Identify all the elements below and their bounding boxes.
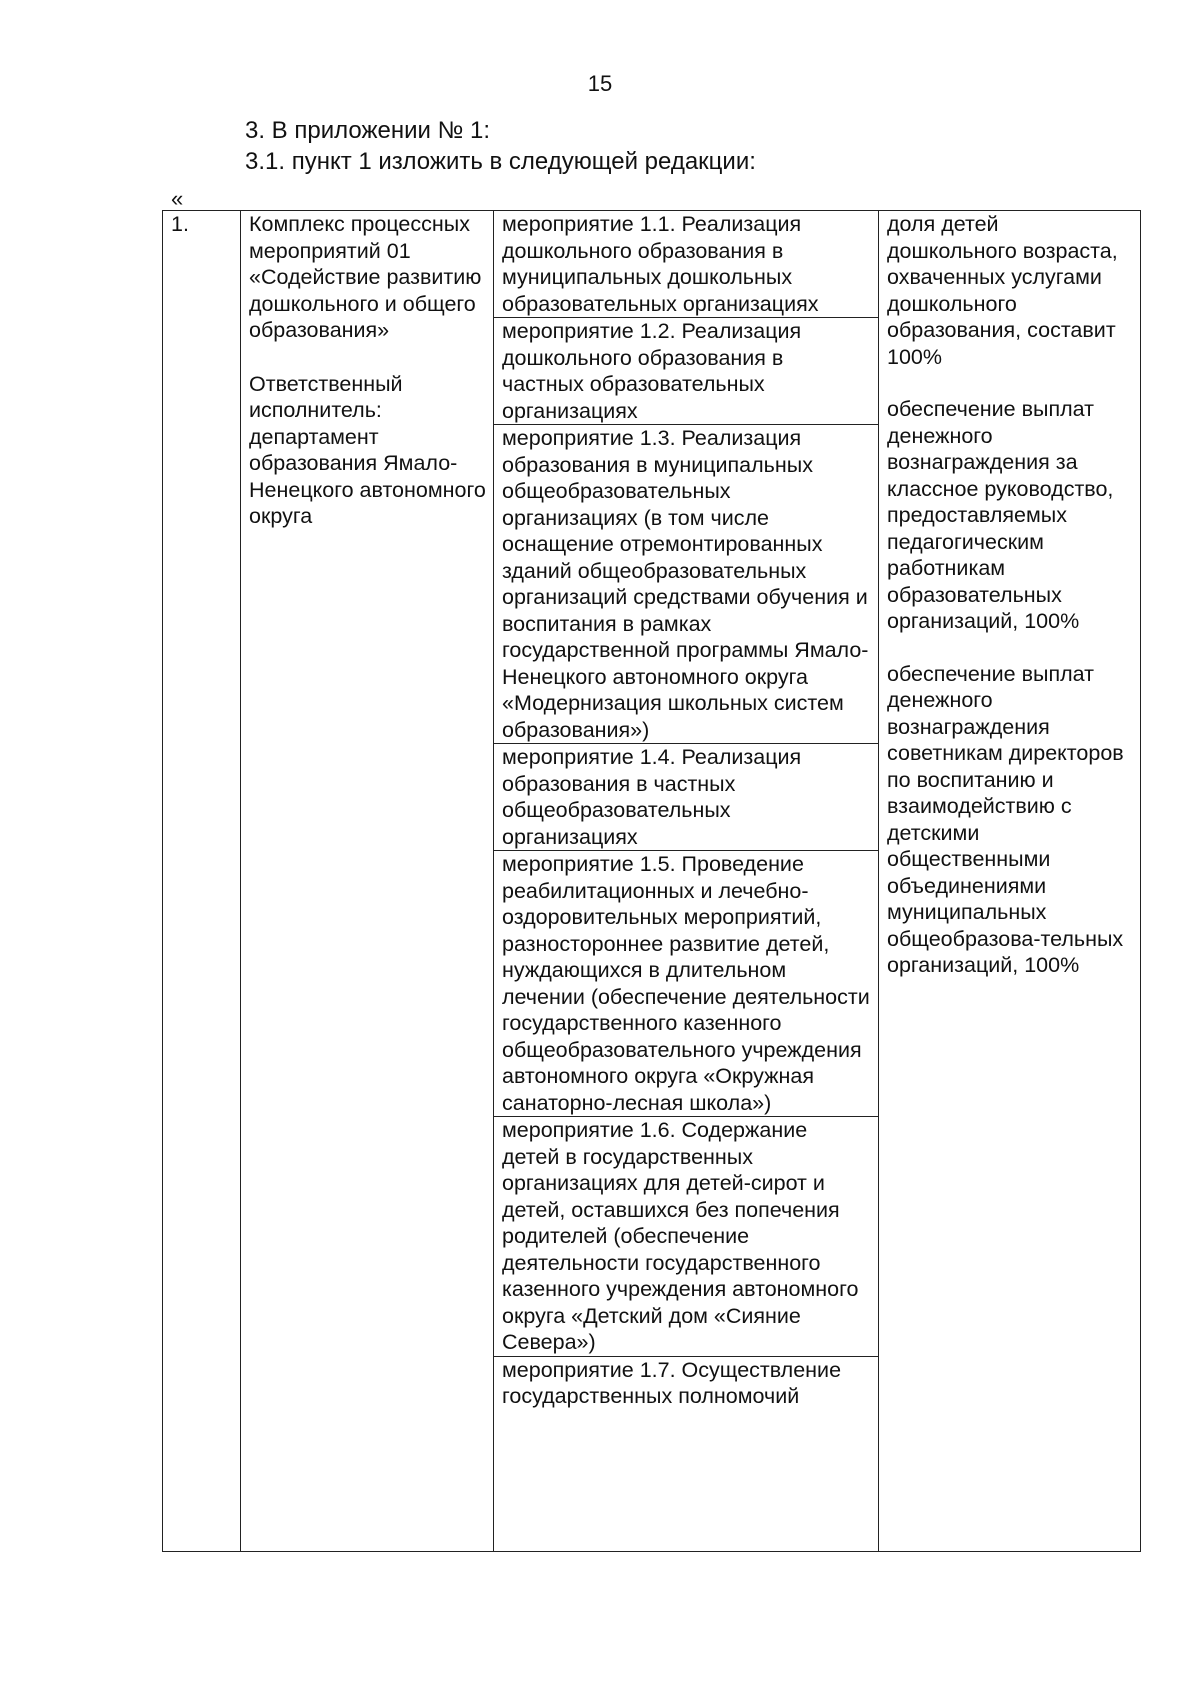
event-1-1: мероприятие 1.1. Реализация дошкольного образования в муниципальных дошкольных образовательных организациях	[494, 211, 878, 318]
event-1-2: мероприятие 1.2. Реализация дошкольного образования в частных образовательных организациях	[494, 318, 878, 425]
program-table	[162, 210, 1141, 1552]
opening-quote: «	[171, 186, 184, 211]
result-advisor-payments: обеспечение выплат денежного вознаграждения советникам директоров по воспитанию и взаимодействию с детскими общественными объединениями муниципальных общеобразова-тельных организаций, 100%	[887, 661, 1124, 977]
complex-title: Комплекс процессных мероприятий 01 «Содействие развитию дошкольного и общего образования»	[249, 212, 482, 342]
event-1-3: мероприятие 1.3. Реализация образования в муниципальных общеобразовательных организациях (в том числе оснащение отремонтированных зданий общеобразовательных организаций средствами обучения и воспитания в рамках государственной программы Ямало-Ненецкого автономного округа «Модернизация школьных систем образования»)	[494, 425, 878, 744]
row-number: 1.	[171, 212, 189, 236]
events-cell	[494, 211, 879, 1552]
intro-line-1: 3. В приложении № 1:	[245, 117, 491, 144]
responsible-executor: Ответственный исполнитель: департамент образования Ямало-Ненецкого автономного округа	[249, 371, 486, 528]
result-class-teacher-payments: обеспечение выплат денежного вознаграждения за классное руководство, предоставляемых педагогическим работникам образовательных организаций, 100%	[887, 397, 1114, 633]
result-preschool-coverage: доля детей дошкольного возраста, охваченных услугами дошкольного образования, составит 100%	[887, 212, 1118, 369]
event-1-7: мероприятие 1.7. Осуществление государственных полномочий	[502, 1357, 842, 1408]
intro-line-2: 3.1. пункт 1 изложить в следующей редакции:	[245, 148, 756, 175]
page-number: 15	[587, 71, 613, 96]
results-cell	[879, 211, 1141, 1552]
complex-cell	[241, 211, 494, 1552]
table-row	[163, 211, 1141, 1552]
event-1-5: мероприятие 1.5. Проведение реабилитационных и лечебно-оздоровительных мероприятий, разностороннее развитие детей, нуждающихся в длительном лечении (обеспечение деятельности государственного казенного общеобразовательного учреждения автономного округа «Окружная санаторно-лесная школа»)	[494, 851, 878, 1117]
event-1-6: мероприятие 1.6. Содержание детей в государственных организациях для детей-сирот и детей, оставшихся без попечения родителей (обеспечение деятельности государственного казенного учреждения автономного округа «Детский дом «Сияние Севера»)	[494, 1117, 878, 1357]
row-number-cell	[163, 211, 241, 1552]
event-1-4: мероприятие 1.4. Реализация образования в частных общеобразовательных организациях	[494, 744, 878, 851]
